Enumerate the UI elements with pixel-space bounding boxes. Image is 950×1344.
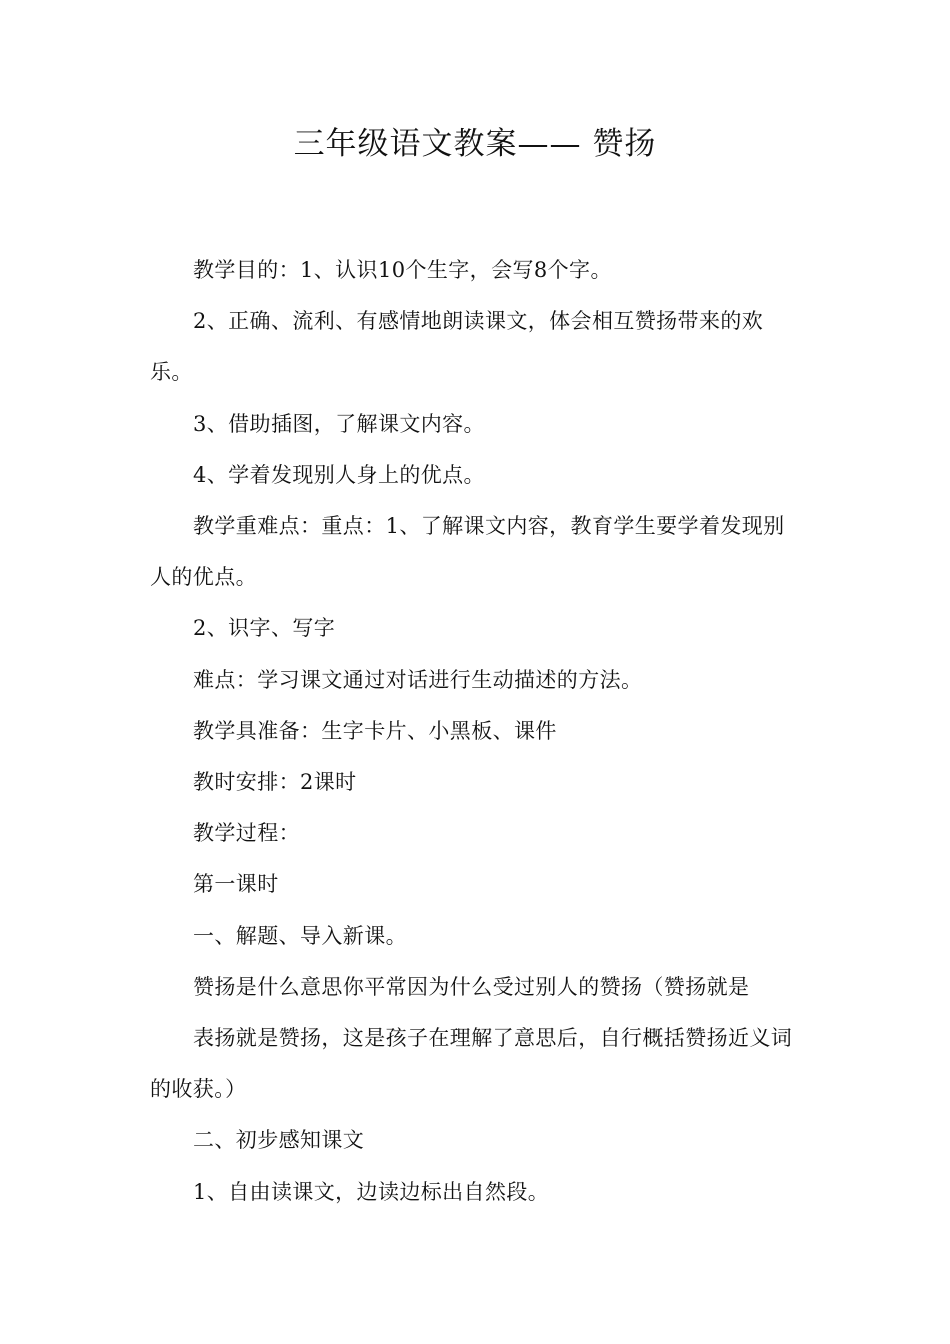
paragraph-key-points: 教学重难点：重点：1、了解课文内容，教育学生要学着发现别人的优点。 — [150, 514, 785, 590]
paragraph-meaning-question: 赞扬是什么意思你平常因为什么受过别人的赞扬（赞扬就是 — [193, 974, 750, 999]
paragraph-objective-1: 教学目的：1、认识10个生字，会写8个字。 — [193, 258, 612, 282]
paragraph-section-two: 二、初步感知课文 — [193, 1128, 365, 1153]
paragraph-schedule: 教时安排：2课时 — [193, 770, 357, 795]
paragraph-process-heading: 教学过程： — [193, 821, 300, 846]
document-title: 三年级语文教案—— 赞扬 — [293, 126, 657, 162]
paragraph-meaning-answer: 表扬就是赞扬，这是孩子在理解了意思后，自行概括赞扬近义词的收获。） — [150, 1026, 793, 1102]
paragraph-objective-4: 4、学着发现别人身上的优点。 — [193, 462, 485, 487]
paragraph-objective-3: 3、借助插图，了解课文内容。 — [193, 411, 485, 436]
paragraph-section-one: 一、解题、导入新课。 — [193, 923, 407, 948]
paragraph-lesson-one: 第一课时 — [193, 872, 279, 897]
paragraph-materials: 教学具准备：生字卡片、小黑板、课件 — [193, 718, 557, 743]
document-body — [150, 245, 800, 1218]
paragraph-objective-2: 2、正确、流利、有感情地朗读课文，体会相互赞扬带来的欢乐。 — [150, 309, 764, 385]
paragraph-free-reading: 1、自由读课文，边读边标出自然段。 — [193, 1179, 550, 1204]
paragraph-difficulty: 难点：学习课文通过对话进行生动描述的方法。 — [193, 667, 643, 692]
paragraph-key-points-2: 2、识字、写字 — [193, 616, 336, 641]
